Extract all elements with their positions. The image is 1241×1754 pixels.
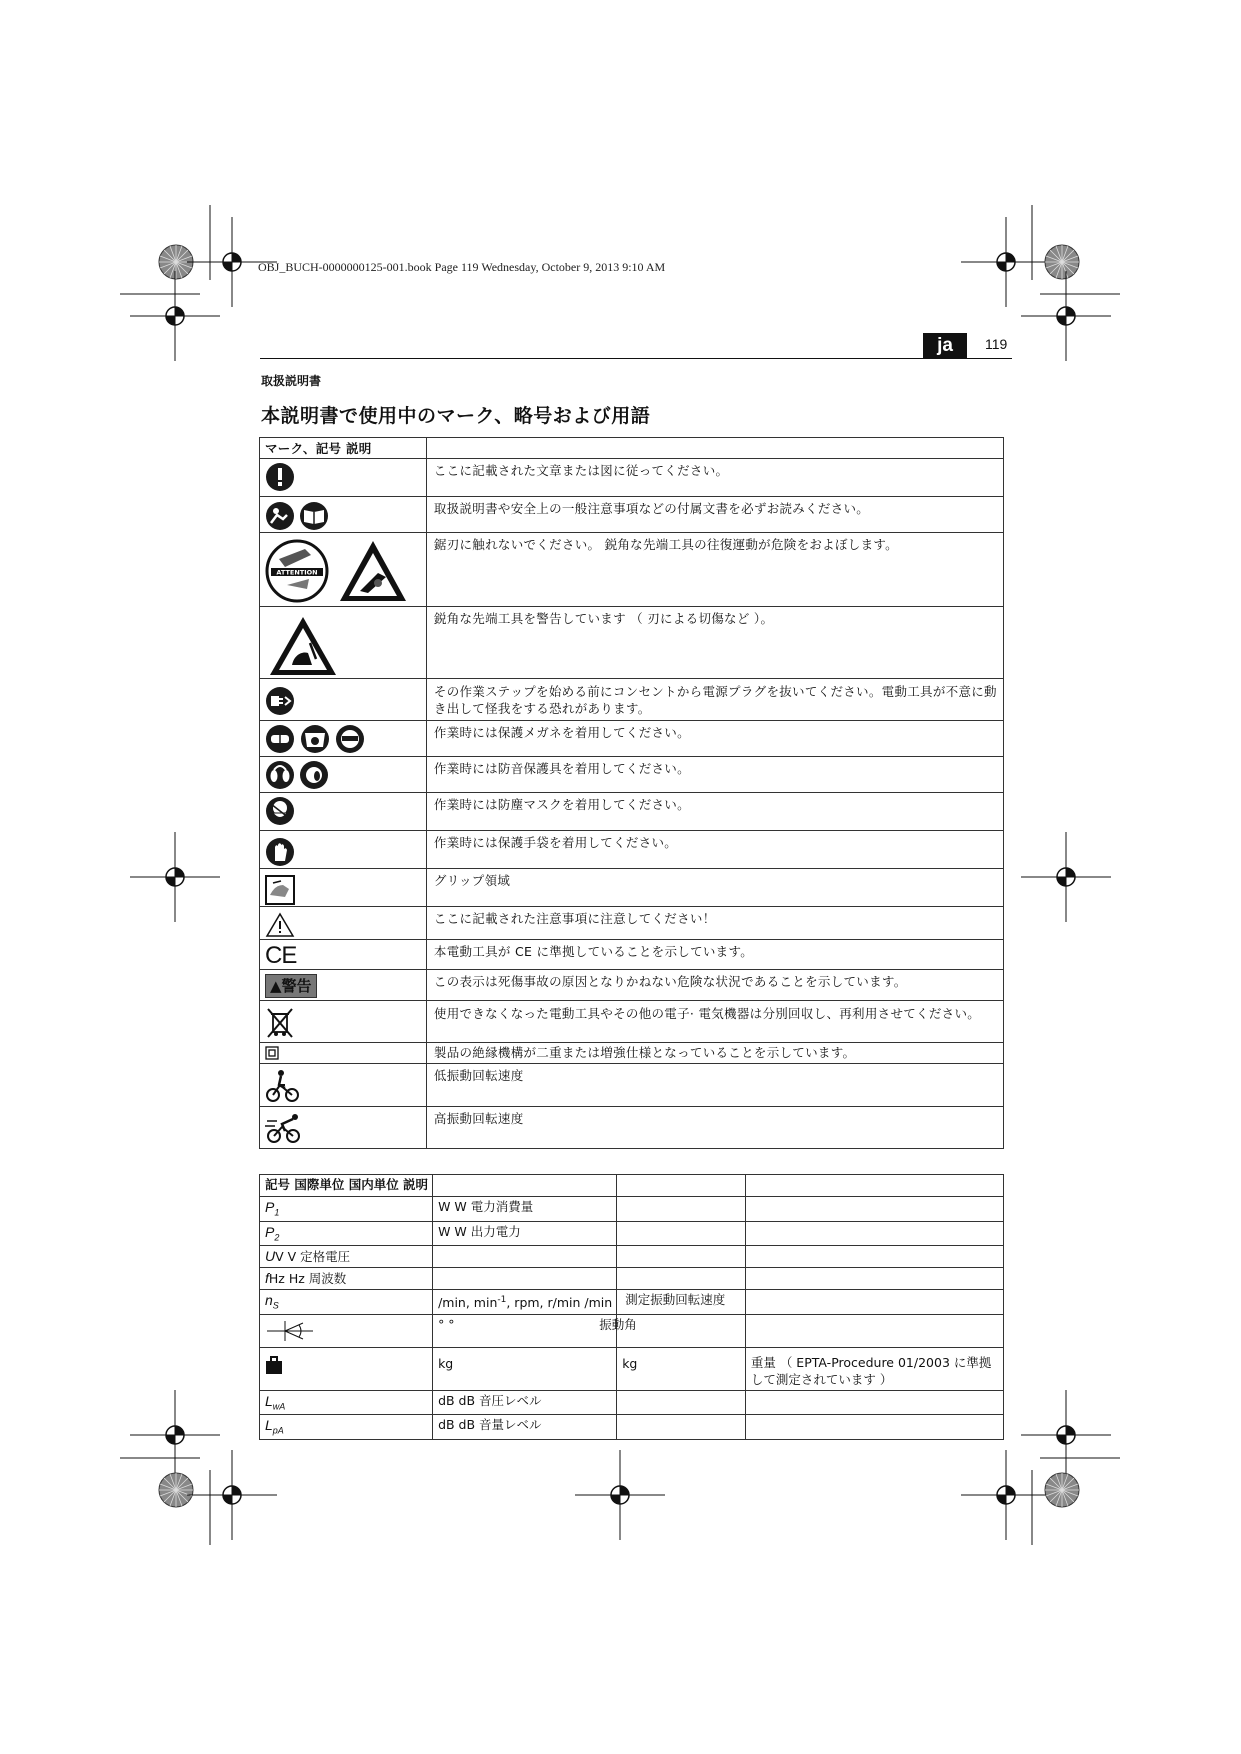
row-description: 取扱説明書や安全上の一般注意事項などの付属文書を必ずお読みください。 [426,497,1003,533]
cell [745,1268,1003,1290]
cell: dB dB 音量レベル [433,1415,617,1440]
row-description: 高振動回転速度 [426,1107,1003,1149]
table-row [260,1314,1004,1347]
ear-protection-icon [266,761,294,789]
cell [745,1221,1003,1246]
cell [617,1246,746,1268]
table-row [260,721,1004,757]
row-description: 作業時には防音保護具を着用してください。 [426,757,1003,793]
safety-glasses-icon [336,725,364,753]
page-number: 119 [985,336,1008,352]
row-description: 作業時には保護メガネを着用してください。 [426,721,1003,757]
unit-text: /min, min [438,1295,498,1311]
symbols-table [259,437,1004,1149]
mandatory-note-icon [265,462,295,492]
table-row [260,1064,1004,1107]
symbol: f [265,1270,269,1286]
symbol: P [265,1199,275,1215]
goggles-icon [266,725,294,753]
warning-triangle-glyph: ▲ [270,977,282,995]
table-row [260,869,1004,907]
header-cell: マーク、記号 説明 [260,438,427,459]
table-header-row [260,438,1004,459]
cell: 重量 （ EPTA-Procedure 01/2003 に準拠して測定されています ） [745,1347,1003,1390]
row-description: 本電動工具が CE に準拠していることを示しています。 [426,940,1003,970]
symbol-subscript: pA [272,1425,284,1436]
row-description: ここに記載された文章または図に従ってください。 [426,459,1003,497]
row-description: グリップ領域 [426,869,1003,907]
table-row [260,1290,1004,1315]
face-shield-icon [301,725,329,753]
cell [745,1415,1003,1440]
oscillation-angle-icon [265,1319,315,1343]
language-badge: ja [923,333,967,358]
row-description: 鋸刃に触れないでください。 鋭角な先端工具の往復運動が危険をおよぼします。 [426,533,1003,607]
eye-protection-icons [265,724,365,754]
row-description: 使用できなくなった電動工具やその他の電子· 電気機器は分別回収し、再利用させてください。 [426,1001,1003,1043]
unit-text: , rpm, r/min /min [506,1295,613,1311]
cell [745,1390,1003,1415]
table-row [260,1347,1004,1390]
row-description: 低振動回転速度 [426,1064,1003,1107]
cell [617,1197,746,1222]
gloves-icon [265,837,295,867]
cell [617,1415,746,1440]
symbol: L [265,1417,273,1433]
symbol: n [265,1292,273,1308]
cell: ° ° [433,1314,617,1347]
page-title: 本説明書で使用中のマーク、略号および用語 [261,405,651,427]
high-speed-cyclist-icon [265,1111,305,1145]
cell [745,1197,1003,1222]
warning-label-icon [265,974,317,998]
row-text: V V 定格電圧 [275,1249,351,1264]
cell [745,1246,1003,1268]
table-row [260,607,1004,679]
symbol: P [265,1223,275,1240]
low-speed-cyclist-icon [265,1068,301,1104]
table-row [260,831,1004,869]
table-row [260,757,1004,793]
table-row [260,1246,1004,1268]
cell [617,1221,746,1246]
table-row [260,1390,1004,1415]
row-description: 鋭角な先端工具を警告しています （ 刃による切傷など ）。 [426,607,1003,679]
row-text: Hz Hz 周波数 [268,1271,347,1286]
weight-icon [265,1356,283,1374]
table-header-row [260,1175,1004,1197]
book-info: OBJ_BUCH-0000000125-001.book Page 119 Wednesday, October 9, 2013 9:10 AM [258,260,666,274]
table-row [260,940,1004,970]
units-header-text: 記号 国際単位 国内単位 説明 [265,1177,429,1192]
warning-sharp-tool-icon [268,615,338,677]
table-row [260,793,1004,831]
cell: W W 電力消費量 [433,1197,617,1222]
unit-superscript: -1 [497,1295,507,1305]
ear-protection-icons [265,760,331,790]
cell [745,1314,1003,1347]
attention-blade-icon [265,539,329,603]
cell [745,1290,1003,1315]
section-label: 取扱説明書 [261,374,322,388]
table-row [260,679,1004,721]
table-row [260,1197,1004,1222]
cell: 測定振動回転速度 [617,1290,746,1315]
symbol-subscript: wA [272,1401,286,1411]
header-cell [260,1175,433,1197]
warning-triangle-blade-icon [338,539,408,603]
symbol-subscript: 1 [274,1207,280,1218]
table-row [260,1221,1004,1246]
row-description: 作業時には防塵マスクを着用してください。 [426,793,1003,831]
weee-bin-icon [265,1007,295,1039]
cell [617,1268,746,1290]
row-description: 製品の絶縁機構が二重または増強仕様となっていることを示しています。 [426,1043,1003,1064]
table-row [260,970,1004,1001]
dust-mask-icon [265,796,295,826]
ce-mark-icon: CE [265,942,297,969]
cell-text: 振動角 [599,1316,637,1332]
table-row [260,533,1004,607]
table-row [260,1268,1004,1290]
table-row [260,1001,1004,1043]
header-cell-empty [426,438,1003,459]
cell [433,1290,617,1315]
cell: W W 出力電力 [433,1221,617,1246]
table-row [260,497,1004,533]
row-description: この表示は死傷事故の原因となりかねない危険な状況であることを示しています。 [426,970,1003,1001]
table-row [260,459,1004,497]
table-row [260,1415,1004,1440]
units-table [259,1174,1004,1440]
cell: kg [433,1347,617,1390]
row-description: 作業時には保護手袋を着用してください。 [426,831,1003,869]
caution-triangle-icon [265,912,295,938]
cell: kg [617,1347,746,1390]
warning-label-text: 警告 [281,977,312,995]
symbol-subscript: S [272,1300,279,1311]
cell: dB dB 音圧レベル [433,1390,617,1415]
symbol: L [265,1392,273,1409]
table-row [260,1107,1004,1149]
row-description: その作業ステップを始める前にコンセントから電源プラグを抜いてください。電動工具が不意に動き出して怪我をする恐れがあります。 [426,679,1003,721]
symbol: U [265,1248,276,1264]
attention-label: ATTENTION [276,568,318,577]
header-rule [260,358,1012,359]
cell [617,1390,746,1415]
ear-protection-icon [300,761,328,789]
symbol-subscript: 2 [274,1232,280,1242]
read-manual-icon [265,501,331,531]
unplug-icon [265,686,295,716]
grip-area-icon [265,875,295,905]
row-description: ここに記載された注意事項に注意してください！ [426,907,1003,940]
table-row [260,1043,1004,1064]
double-insulation-icon [265,1046,279,1060]
table-row [260,907,1004,940]
